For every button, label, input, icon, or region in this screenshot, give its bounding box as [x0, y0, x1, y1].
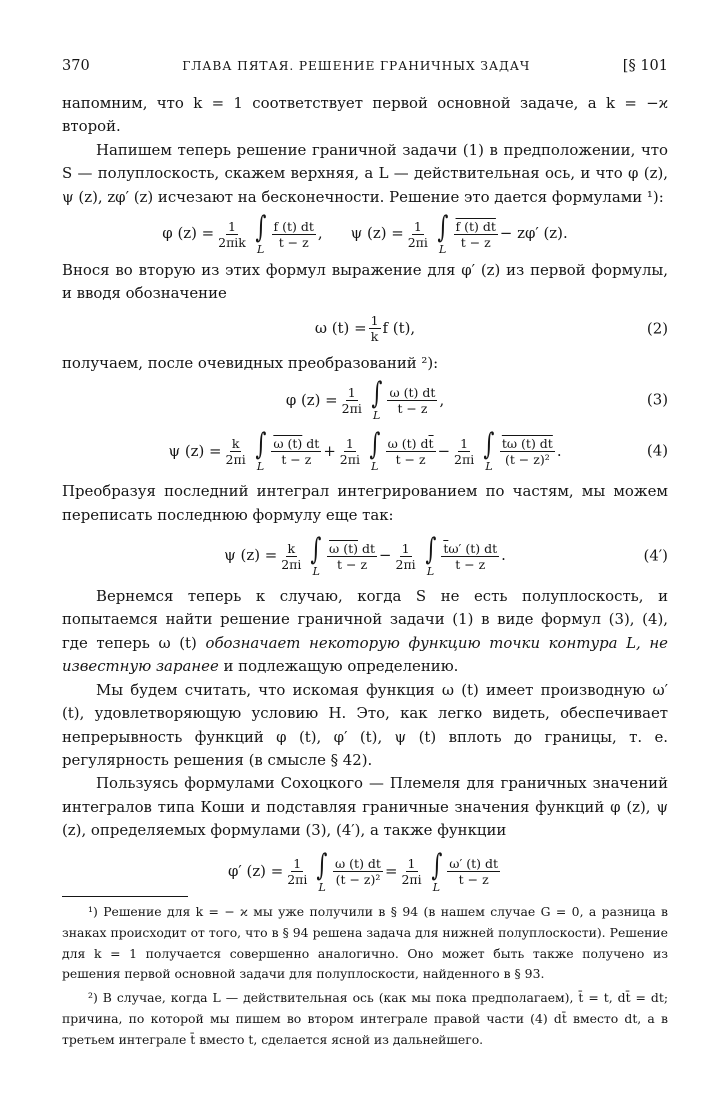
denominator: t − z	[455, 556, 486, 572]
formula-text: =	[384, 861, 398, 880]
formula-3	[62, 378, 668, 422]
denominator: 2πi	[395, 556, 416, 572]
paragraph: Преобразуя последний интеграл интегрированием по частям, мы можем переписать последнюю формулу еще так:	[62, 482, 668, 524]
contour-label: L	[432, 880, 441, 894]
numerator-part: $\overline{t}$	[443, 540, 449, 556]
denominator: t − z	[395, 451, 426, 467]
numerator: 1	[460, 435, 469, 451]
formula-2	[62, 309, 668, 349]
footnote-1: ¹) Решение для k = − ϰ мы уже получили в § 94 (в нашем случае G = 0, а разница в знаках происходит от того, что в § 94 решена задача для нижней полуплоскости). Решение для k = 1 получается совершенно аналогично. Оно может быть также получено из решения первой основной задачи для полуплоскости, найденного в § 93.	[62, 904, 668, 982]
paragraph: Внося во вторую из этих формул выражение для φ′ (z) из первой формулы, и вводя обозначение	[62, 261, 668, 303]
fraction	[500, 436, 555, 467]
paragraph: напомним, что k = 1 соответствует первой основной задаче, а k = −ϰ второй.	[62, 94, 668, 136]
denominator: 2πi	[454, 451, 475, 467]
formula-phi-psi	[62, 212, 668, 256]
denominator: 2πik	[218, 234, 246, 250]
paragraph: Мы будем считать, что искомая функция ω (t) имеет производную ω′ (t), удовлетворяющую условию H. Это, как легко видеть, обеспечивает непрерывность функций φ (t), φ′ (t), ψ (t) вплоть до границы, т. е. регулярность решения (в смысле § 42).	[62, 680, 668, 769]
contour-label: L	[439, 243, 447, 257]
formula-text: φ (z) =	[285, 390, 338, 409]
fraction	[333, 856, 383, 887]
numerator: ω (t) dt	[335, 856, 381, 872]
fraction	[285, 856, 309, 887]
fraction	[340, 385, 364, 416]
footnote-2: ²) В случае, когда L — действительная ось (как мы пока предполагаем), t̄ = t, dt̄ = dt; причина, по которой мы пишем во втором интеграле правой части (4) dt̄ вместо dt, а в третьем интеграле t̄ вместо t, сделается ясной из дальнейшего.	[62, 990, 668, 1047]
contour-label: L	[373, 409, 381, 423]
fraction	[399, 856, 423, 887]
footnote-rule	[62, 896, 188, 897]
formula-text: − zφ′ (z).	[499, 224, 568, 243]
denominator: 2πi	[401, 872, 422, 888]
numerator: 1	[228, 218, 236, 234]
fraction	[386, 436, 436, 467]
denominator: 2πi	[407, 234, 428, 250]
fraction	[224, 436, 248, 467]
fraction	[271, 436, 321, 467]
numerator: 1	[401, 540, 410, 556]
formula-text: φ′ (z) =	[227, 861, 284, 880]
footnotes	[62, 896, 668, 1054]
contour-label: L	[312, 565, 320, 579]
running-header	[62, 58, 668, 82]
contour-label: L	[485, 460, 493, 474]
integral-sign: ∫ L	[369, 427, 381, 474]
denominator: (t − z)²	[504, 451, 550, 467]
equation-number: (4′)	[643, 546, 668, 565]
formula-text: ψ (z) =	[350, 224, 404, 243]
equation-number: (2)	[646, 319, 668, 338]
numerator-part: dt	[306, 435, 320, 451]
numerator: k	[231, 435, 240, 451]
integral-sign: ∫ L	[371, 376, 383, 423]
paragraph-text: и подлежащую определению.	[223, 657, 459, 676]
formula-text: −	[437, 441, 451, 460]
formula-text: ψ (z) =	[168, 441, 222, 460]
contour-label: L	[426, 565, 435, 579]
formula-text: ω (t) =	[314, 319, 367, 338]
denominator: t − z	[458, 872, 489, 888]
fraction	[338, 436, 362, 467]
fraction	[454, 219, 498, 250]
numerator-part: ω′ (t) dt	[448, 540, 498, 556]
fraction	[327, 541, 377, 572]
equation-number: (4)	[646, 441, 668, 460]
contour-label: L	[371, 460, 379, 474]
formula-text: .	[501, 546, 506, 565]
formula-text: .	[556, 441, 562, 460]
fraction	[406, 219, 430, 250]
integral-sign: ∫ L	[255, 210, 267, 257]
formula-phi-prime	[62, 846, 668, 898]
paragraph: Напишем теперь решение граничной задачи (1) в предположении, что S — полуплоскость, скажем верхняя, а L — действительная ось, и что φ (z), ψ (z), zφ′ (z) исчезают на бесконечности. Решение это дается формулами ¹):	[62, 140, 668, 206]
denominator: k	[370, 329, 379, 345]
denominator: (t − z)²	[335, 872, 381, 888]
formula-text: −	[379, 546, 392, 565]
integral-sign: ∫ L	[437, 210, 449, 257]
section-number: [§ 101	[622, 58, 668, 74]
paragraph: получаем, после очевидных преобразований ²):	[62, 353, 439, 372]
integral-sign: ∫ L	[425, 532, 436, 579]
numerator: 1	[347, 384, 356, 400]
numerator-part: ω (t)	[329, 540, 358, 556]
fraction	[387, 385, 437, 416]
formula-4	[62, 425, 668, 477]
formula-text: φ (z) =	[162, 224, 215, 243]
fraction	[369, 313, 381, 344]
paragraph	[62, 585, 668, 679]
chapter-title: ГЛАВА ПЯТАЯ. РЕШЕНИЕ ГРАНИЧНЫХ ЗАДАЧ	[182, 59, 531, 73]
denominator: 2πi	[281, 556, 302, 572]
integral-sign: ∫ L	[430, 847, 442, 894]
numerator-part: ω (t)	[273, 435, 303, 451]
numerator: f (t) dt	[455, 218, 496, 234]
numerator: 1	[413, 218, 422, 234]
numerator: k	[287, 540, 296, 556]
page-number: 370	[62, 58, 90, 74]
formula-4-prime	[62, 530, 668, 582]
denominator: t − z	[278, 234, 309, 250]
numerator: 1	[407, 856, 416, 872]
numerator: 1	[345, 435, 354, 451]
numerator: tω (t) dt	[501, 435, 553, 451]
paragraph: Пользуясь формулами Сохоцкого — Племеля для граничных значений интегралов типа Коши и подставляя граничные значения функций φ (z), ψ (z), определяемых формулами (3), (4′), а также функции	[62, 774, 668, 840]
contour-label: L	[318, 880, 326, 894]
equation-number: (3)	[646, 390, 668, 409]
denominator: 2πi	[225, 451, 246, 467]
contour-label: L	[257, 243, 265, 257]
formula-text: ψ (z) =	[224, 546, 278, 565]
denominator: t − z	[337, 556, 368, 572]
contour-label: L	[256, 460, 265, 474]
integral-sign: ∫ L	[483, 427, 495, 474]
fraction	[394, 541, 418, 572]
denominator: t − z	[281, 451, 312, 467]
fraction	[447, 856, 500, 887]
numerator-part: $\overline{t}$	[428, 435, 434, 451]
integral-sign: ∫ L	[310, 532, 322, 579]
fraction	[279, 541, 303, 572]
formula-text: ,	[317, 224, 323, 243]
denominator: 2πi	[287, 872, 308, 888]
fraction	[216, 219, 248, 250]
fraction	[272, 219, 316, 250]
numerator-part: ω (t) d	[387, 435, 429, 451]
formula-text: ,	[439, 390, 445, 409]
numerator: 1	[370, 313, 379, 329]
numerator: 1	[293, 856, 302, 872]
numerator: f (t) dt	[273, 218, 314, 234]
integral-sign: ∫ L	[316, 847, 328, 894]
fraction	[441, 541, 499, 572]
denominator: 2πi	[341, 400, 362, 416]
formula-text: f (t),	[382, 319, 416, 338]
integral-sign: ∫ L	[255, 427, 266, 474]
denominator: t − z	[460, 234, 491, 250]
paragraph-italic: обозначает некоторую функцию точки контура L, не известную заранее	[62, 633, 668, 676]
denominator: 2πi	[339, 451, 360, 467]
numerator: ω′ (t) dt	[449, 856, 499, 872]
fraction	[452, 436, 476, 467]
main-text	[62, 92, 668, 898]
formula-text: +	[323, 441, 336, 460]
page	[62, 58, 668, 901]
numerator: ω (t) dt	[389, 384, 436, 400]
paragraph-text: Вернемся теперь к случаю, когда S не есть полуплоскость, и попытаемся найти решение граничной задачи (1) в виде формул (3), (4), где теперь ω (t)	[62, 587, 668, 652]
numerator-part: dt	[361, 540, 376, 556]
denominator: t − z	[397, 400, 428, 416]
